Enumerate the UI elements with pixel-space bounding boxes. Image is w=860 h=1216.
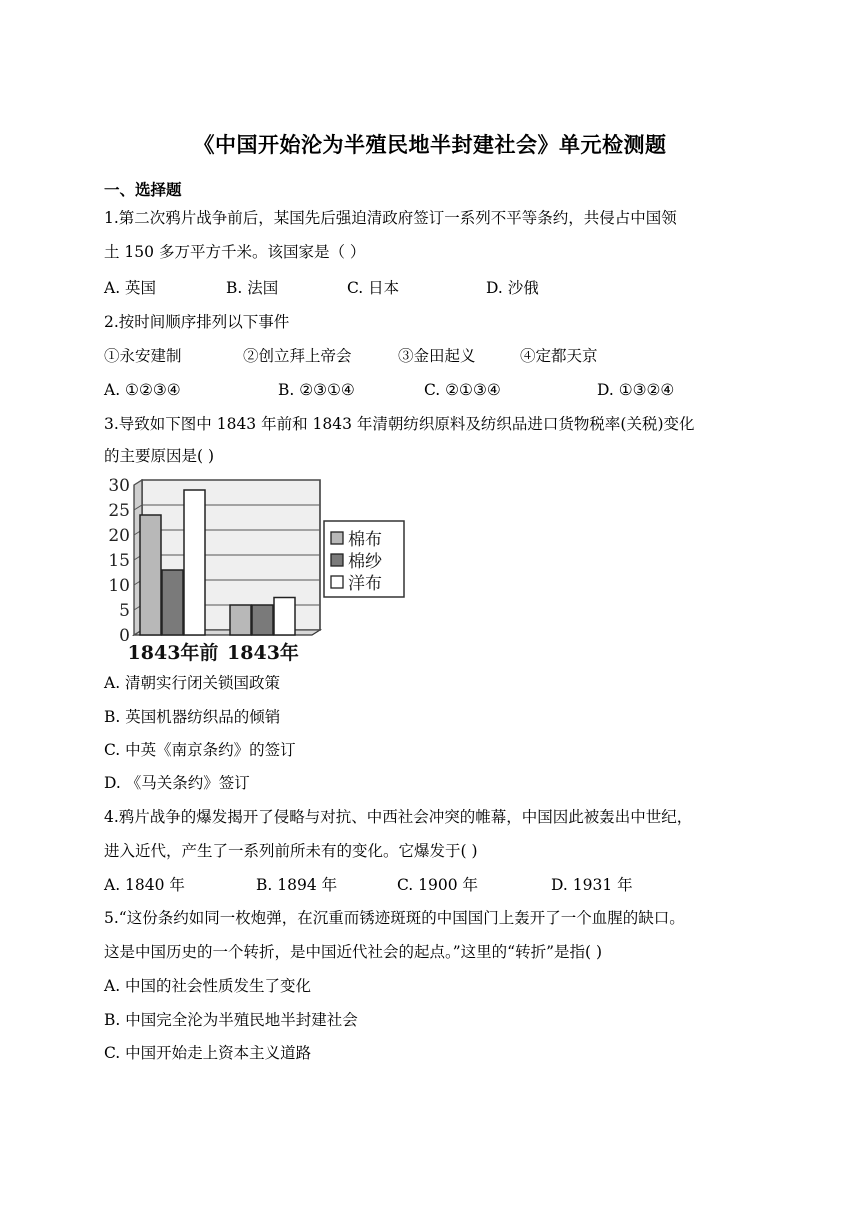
- y-tick-label: 20: [108, 526, 130, 546]
- q4-option-d[interactable]: D. 1931 年: [551, 876, 633, 894]
- q2-option-d[interactable]: D. ①③②④: [597, 381, 675, 399]
- legend-swatch: [331, 576, 343, 588]
- x-category-label: 1843年前: [127, 642, 219, 664]
- q3-text-line1: 3.导致如下图中 1843 年前和 1843 年清朝纺织原料及纺织品进口货物税率(关税)变化: [104, 415, 695, 433]
- q2-option-c[interactable]: C. ②①③④: [424, 381, 501, 399]
- q4-option-a[interactable]: A. 1840 年: [104, 876, 185, 894]
- legend-swatch: [331, 532, 343, 544]
- q2-event-1: ①永安建制: [104, 347, 182, 365]
- q4-option-c[interactable]: C. 1900 年: [397, 876, 479, 894]
- y-tick-label: 10: [108, 576, 130, 596]
- q3-option-c[interactable]: C. 中英《南京条约》的签订: [104, 741, 296, 759]
- q1-option-c[interactable]: C. 日本: [347, 279, 400, 297]
- y-tick-label: 30: [108, 476, 130, 496]
- q5-option-b[interactable]: B. 中国完全沦为半殖民地半封建社会: [104, 1011, 358, 1029]
- q1-option-b[interactable]: B. 法国: [226, 279, 279, 297]
- q5-text-line2: 这是中国历史的一个转折，是中国近代社会的起点。”这里的“转折”是指( ): [104, 943, 603, 961]
- q1-option-d[interactable]: D. 沙俄: [486, 279, 539, 297]
- q2-option-a[interactable]: A. ①②③④: [104, 381, 181, 399]
- bar: [140, 515, 161, 635]
- q4-text-line1: 4.鸦片战争的爆发揭开了侵略与对抗、中西社会冲突的帷幕，中国因此被轰出中世纪，: [104, 808, 693, 826]
- q3-option-a[interactable]: A. 清朝实行闭关锁国政策: [104, 674, 281, 692]
- bar: [184, 490, 205, 635]
- bar: [274, 598, 295, 636]
- q5-option-a[interactable]: A. 中国的社会性质发生了变化: [104, 977, 312, 995]
- q1-text-line1: 1.第二次鸦片战争前后，某国先后强迫清政府签订一系列不平等条约，共侵占中国领: [104, 209, 677, 227]
- legend-swatch: [331, 554, 343, 566]
- document-title: 《中国开始沦为半殖民地半封建社会》单元检测题: [193, 133, 667, 157]
- legend-label: 棉纱: [348, 552, 382, 572]
- q2-event-4: ④定都天京: [520, 347, 598, 365]
- q2-text-line1: 2.按时间顺序排列以下事件: [104, 313, 290, 331]
- y-tick-label: 5: [119, 601, 130, 621]
- q2-event-3: ③金田起义: [398, 347, 476, 365]
- q2-event-2: ②创立拜上帝会: [243, 347, 352, 365]
- y-tick-label: 0: [119, 626, 130, 646]
- q4-text-line2: 进入近代，产生了一系列前所未有的变化。它爆发于( ): [104, 842, 478, 860]
- tariff-bar-chart: [102, 473, 412, 665]
- y-tick-label: 15: [108, 551, 130, 571]
- q5-text-line1: 5.“这份条约如同一枚炮弹，在沉重而锈迹斑斑的中国国门上轰开了一个血腥的缺口。: [104, 909, 685, 927]
- bar: [162, 570, 183, 635]
- legend-label: 洋布: [348, 574, 382, 594]
- q3-text-line2: 的主要原因是( ): [104, 447, 215, 465]
- bar: [230, 605, 251, 635]
- q1-text-line2: 土 150 多万平方千米。该国家是（ ）: [104, 243, 366, 261]
- q5-option-c[interactable]: C. 中国开始走上资本主义道路: [104, 1044, 312, 1062]
- section-heading: 一、选择题: [104, 181, 182, 199]
- legend-label: 棉布: [348, 530, 382, 550]
- bar: [252, 605, 273, 635]
- q1-option-a[interactable]: A. 英国: [104, 279, 157, 297]
- q3-option-b[interactable]: B. 英国机器纺织品的倾销: [104, 708, 281, 726]
- q2-option-b[interactable]: B. ②③①④: [278, 381, 355, 399]
- x-category-label: 1843年: [227, 642, 299, 664]
- q4-option-b[interactable]: B. 1894 年: [256, 876, 338, 894]
- y-tick-label: 25: [108, 501, 130, 521]
- q3-option-d[interactable]: D. 《马关条约》签订: [104, 774, 250, 792]
